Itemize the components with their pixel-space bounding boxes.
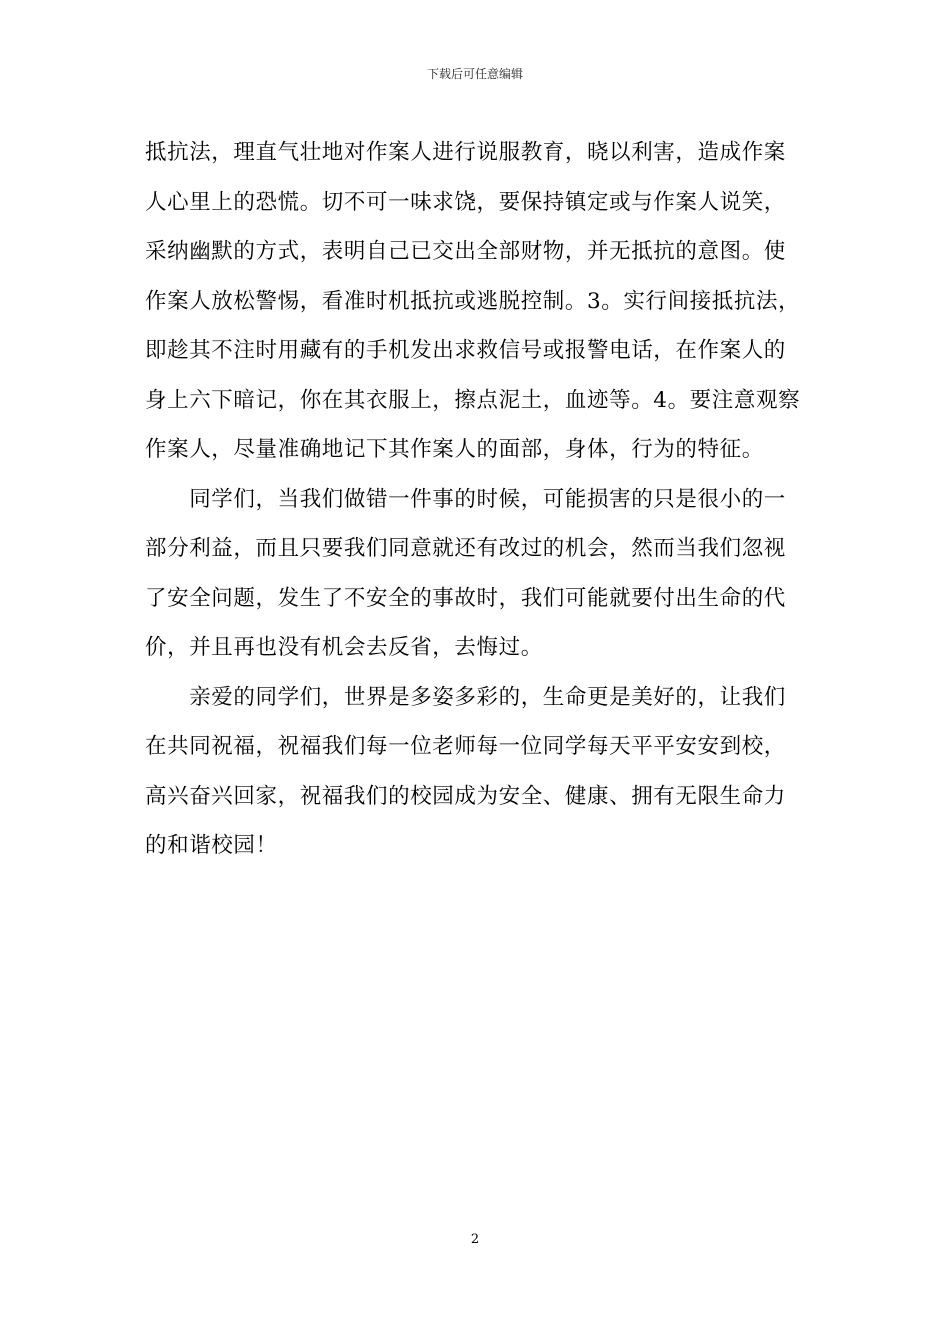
text-line: 即趁其不注时用藏有的手机发出求救信号或报警电话，在作案人的 — [145, 338, 786, 363]
text-line: 抵抗法，理直气壮地对作案人进行说服教育，晓以利害，造成作案 — [145, 140, 786, 165]
text-line: 的和谐校园！ — [145, 833, 278, 858]
text-line: 身上六下暗记，你在其衣服上，擦点泥土，血迹等。4。要注意观察 — [145, 387, 801, 413]
text-line: 在共同祝福，祝福我们每一位老师每一位同学每天平平安安到校， — [145, 734, 786, 759]
text-line: 人心里上的恐慌。切不可一味求饶，要保持镇定或与作案人说笑， — [145, 189, 786, 215]
page-header: 下载后可任意编辑 — [426, 67, 523, 81]
text-line: 作案人放松警惕，看准时机抵抗或逃脱控制。3。实行间接抵抗法， — [145, 288, 801, 314]
page-number: 2 — [470, 1232, 480, 1247]
paragraph-start-line: 同学们，当我们做错一件事的时候，可能损害的只是很小的一 — [145, 486, 786, 512]
text-line: 价，并且再也没有机会去反省，去悔过。 — [145, 635, 543, 660]
text-line: 了安全问题，发生了不安全的事故时，我们可能就要付出生命的代 — [145, 585, 786, 611]
text-line: 高兴奋兴回家，祝福我们的校园成为安全、健康、拥有无限生命力 — [145, 783, 786, 809]
body-text — [145, 128, 810, 871]
text-line: 作案人，尽量准确地记下其作案人的面部，身体，行为的特征。 — [145, 437, 764, 462]
paragraph-start-line: 亲爱的同学们，世界是多姿多彩的，生命更是美好的，让我们 — [145, 684, 786, 710]
text-line: 部分利益，而且只要我们同意就还有改过的机会，然而当我们忽视 — [145, 536, 786, 561]
text-line: 采纳幽默的方式，表明自己已交出全部财物，并无抵抗的意图。使 — [145, 239, 786, 264]
